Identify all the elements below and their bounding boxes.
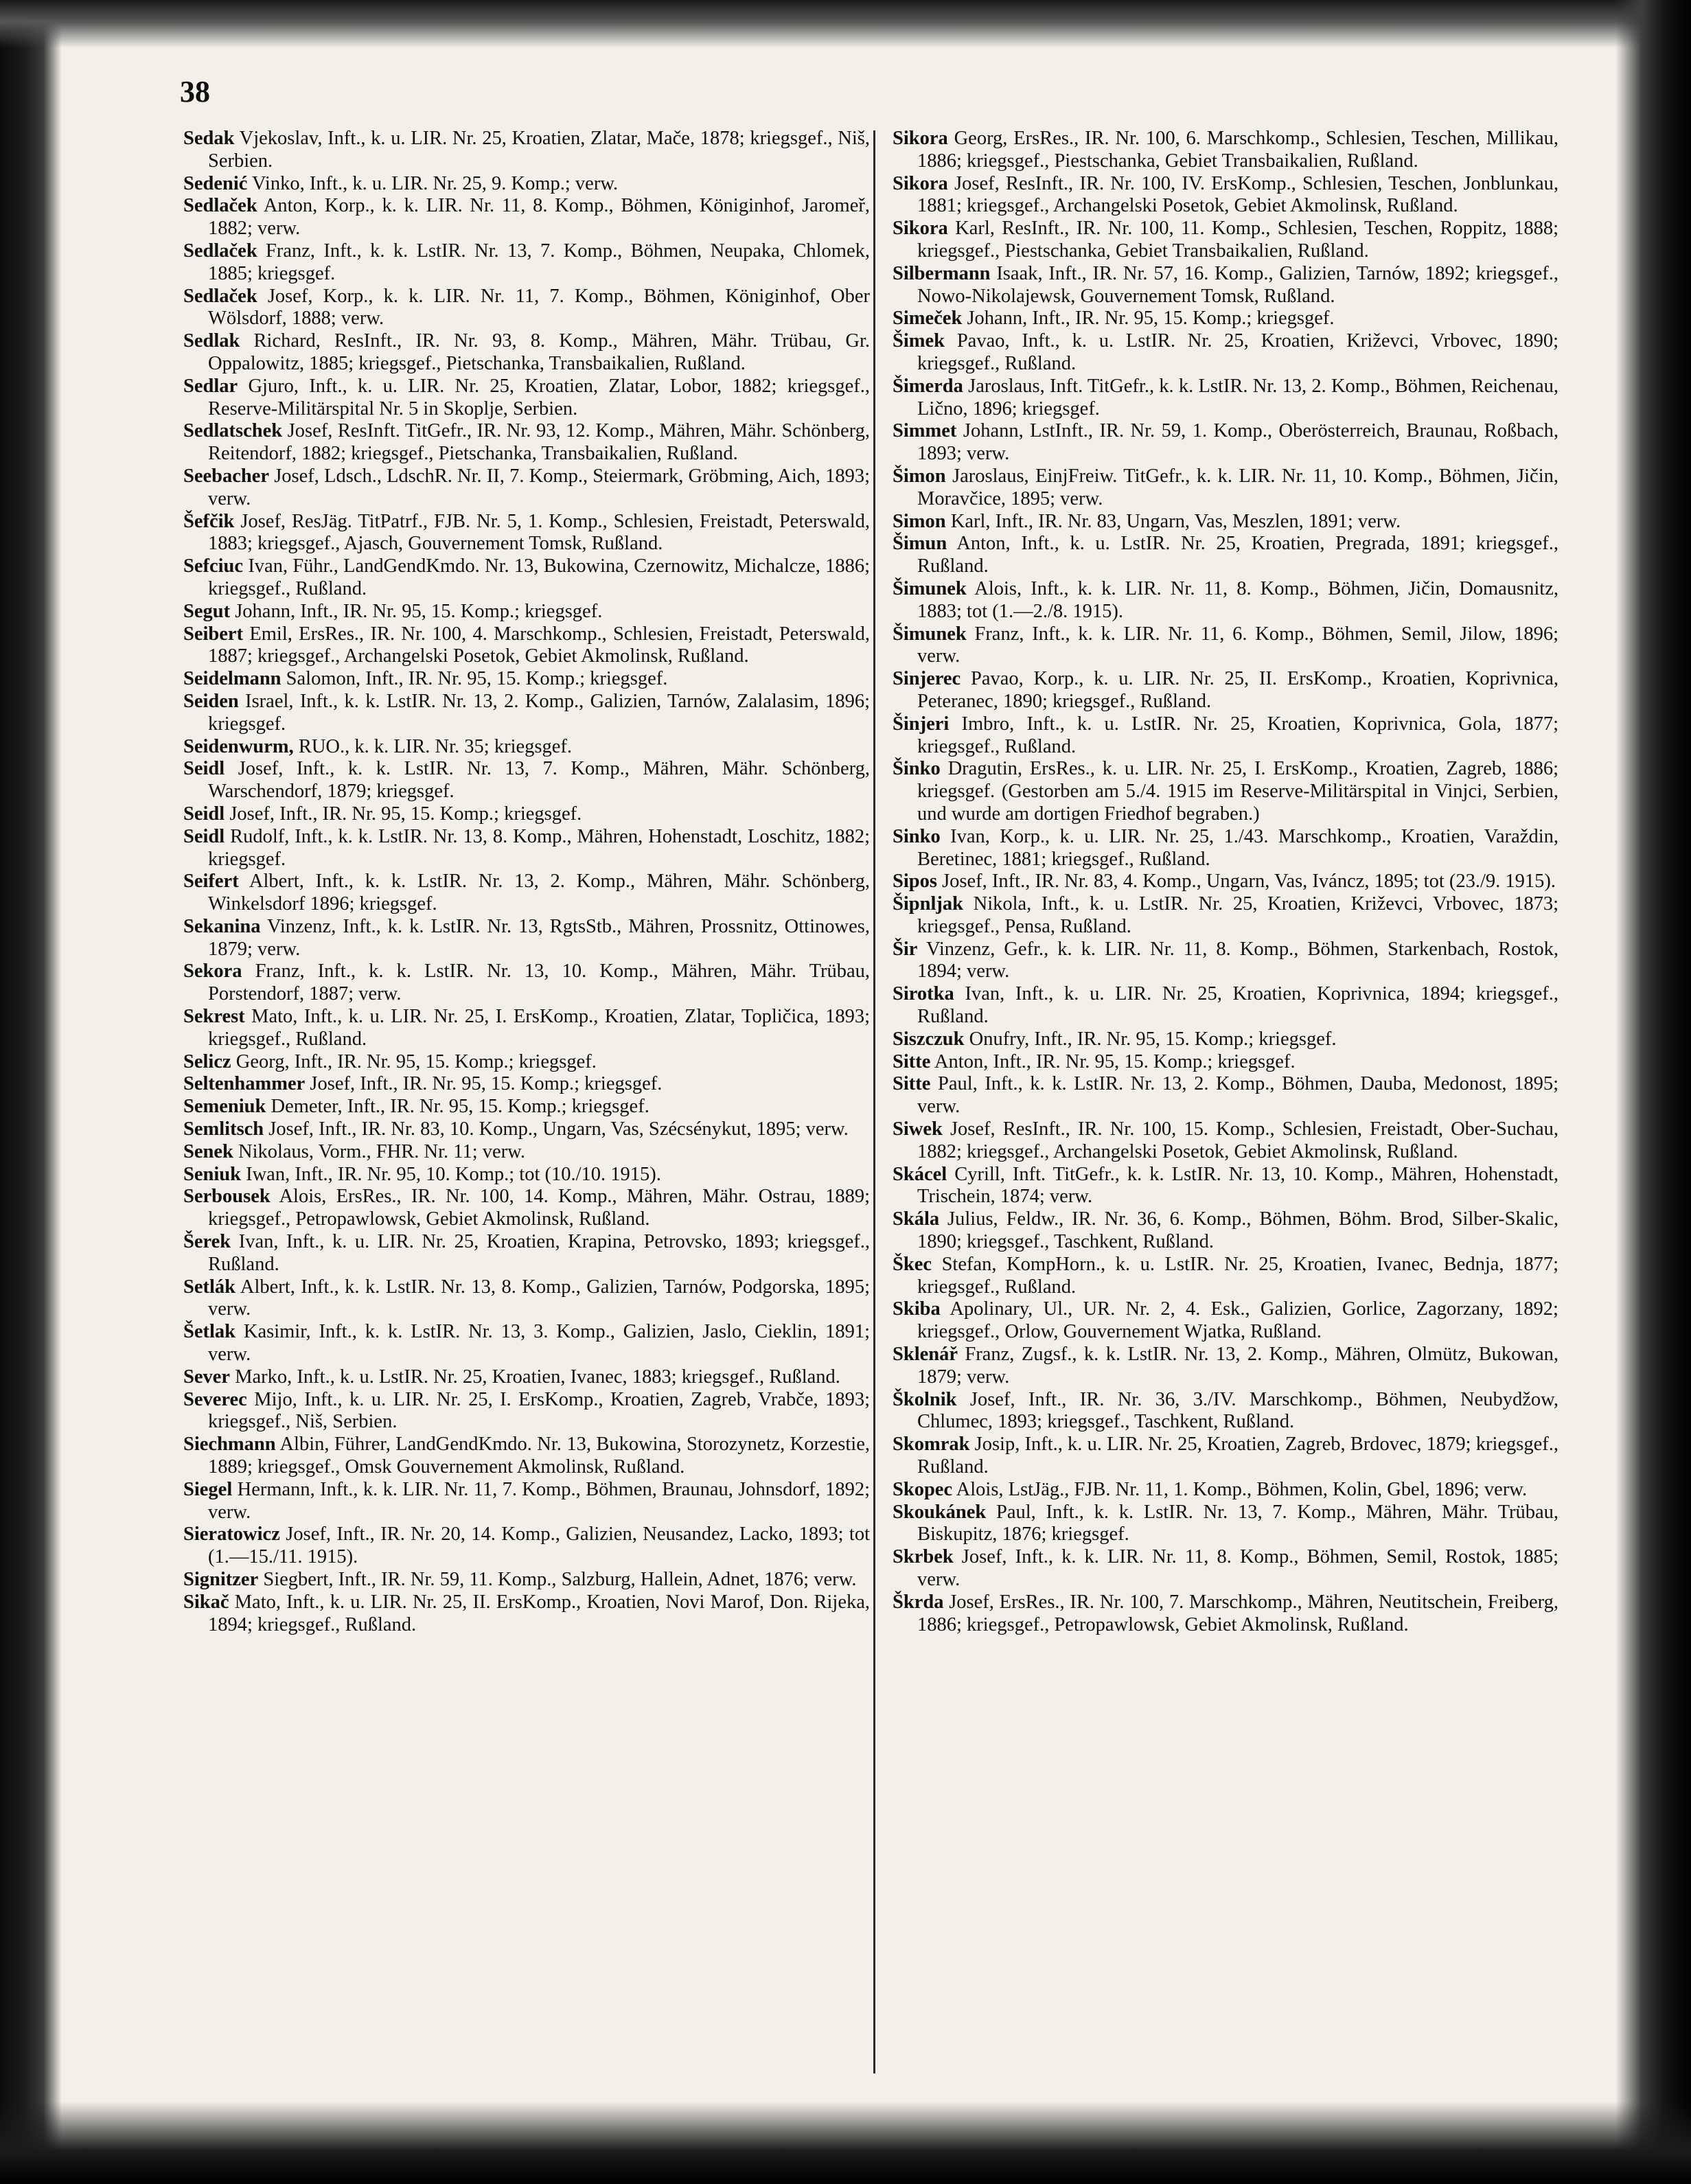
entry-surname: Sedlaček [183, 285, 257, 307]
entry-surname: Šipnljak [893, 893, 963, 915]
entry-details: Jaroslaus, EinjFreiw. TitGefr., k. k. LIR. Nr. 11, 10. Komp., Böhmen, Jičin, Moravčice, 1895; verw. [917, 465, 1559, 509]
page-number: 38 [180, 75, 210, 108]
list-entry [893, 218, 1558, 263]
entry-surname: Seidl [183, 758, 225, 780]
entry-details: Jaroslaus, Inft. TitGefr., k. k. LstIR. Nr. 13, 2. Komp., Böhmen, Reichenau, Lično, 1896; kriegsgef. [917, 375, 1558, 419]
entry-surname: Šimunek [893, 623, 967, 645]
entry-details: Nikolaus, Vorm., FHR. Nr. 11; verw. [238, 1140, 525, 1162]
entry-surname: Šimon [893, 465, 946, 487]
entry-details: Vinko, Inft., k. u. LIR. Nr. 25, 9. Komp.; verw. [252, 172, 619, 194]
entry-details: Alois, Inft., k. k. LIR. Nr. 11, 8. Komp., Böhmen, Jičin, Domausnitz, 1883; tot (1.—2./8. 1915). [917, 577, 1558, 622]
column-divider [873, 130, 875, 2073]
entry-details: Richard, ResInft., IR. Nr. 93, 8. Komp., Mähren, Mähr. Trübau, Gr. Oppalowitz, 1885; kriegsgef., Pietschanka, Transbaikalien, Rußland. [208, 330, 870, 374]
entry-details: Ivan, Inft., k. u. LIR. Nr. 25, Kroatien, Koprivnica, 1894; kriegsgef., Rußland. [917, 983, 1559, 1028]
entry-details: Salomon, Inft., IR. Nr. 95, 15. Komp.; kriegsgef. [286, 668, 668, 690]
entry-surname: Segut [183, 600, 231, 622]
entry-surname: Sedlak [183, 330, 240, 352]
entry-details: Josef, ResInft., IR. Nr. 100, 15. Komp., Schlesien, Freistadt, Ober-Suchau, 1882; kriegsgef., Archangelski Posetok, Gebiet Akmolinsk, Rußland. [917, 1118, 1558, 1162]
list-entry [183, 195, 870, 240]
list-entry [183, 1141, 870, 1164]
entry-details: Cyrill, Inft. TitGefr., k. k. LstIR. Nr. 13, 10. Komp., Mähren, Hohenstadt, Trischein, 1874; verw. [917, 1163, 1559, 1208]
entry-details: Josef, ErsRes., IR. Nr. 100, 7. Marschkomp., Mähren, Neutitschein, Freiberg, 1886; kriegsgef., Petropawlowsk, Gebiet Akmolinsk, Rußland. [917, 1591, 1558, 1635]
list-entry [893, 1546, 1558, 1591]
entry-details: Ivan, Führ., LandGendKmdo. Nr. 13, Bukowina, Czernowitz, Michalcze, 1886; kriegsgef., Rußland. [208, 555, 870, 599]
entry-details: Anton, Inft., IR. Nr. 95, 15. Komp.; kriegsgef. [934, 1050, 1296, 1072]
entry-surname: Sekanina [183, 915, 261, 937]
list-entry [183, 1591, 870, 1637]
entry-surname: Sitte [893, 1050, 931, 1072]
entry-details: Johann, Inft., IR. Nr. 95, 15. Komp.; kriegsgef. [967, 308, 1335, 330]
list-entry [893, 1254, 1558, 1299]
entry-details: Albert, Inft., k. k. LstIR. Nr. 13, 8. Komp., Galizien, Tarnów, Podgorska, 1895; verw. [208, 1276, 871, 1320]
entry-surname: Sikač [183, 1591, 229, 1613]
entry-details: Imbro, Inft., k. u. LstIR. Nr. 25, Kroatien, Koprivnica, Gola, 1877; kriegsgef., Rußland. [917, 713, 1559, 757]
entry-surname: Šimek [893, 330, 945, 352]
list-entry [183, 1096, 870, 1118]
entry-surname: Školnik [893, 1388, 957, 1410]
entry-details: Franz, Inft., k. k. LIR. Nr. 11, 6. Komp., Böhmen, Semil, Jilow, 1896; verw. [917, 623, 1558, 667]
list-entry [183, 668, 870, 691]
entry-details: Emil, ErsRes., IR. Nr. 100, 4. Marschkomp., Schlesien, Freistadt, Peterswald, 1887; kriegsgef., Archangelski Posetok, Gebiet Akmolinsk, Rußland. [208, 623, 871, 667]
entry-details: Ivan, Inft., k. u. LIR. Nr. 25, Kroatien, Krapina, Petrovsko, 1893; kriegsgef., Rußland. [208, 1231, 871, 1275]
entry-details: Marko, Inft., k. u. LstIR. Nr. 25, Kroatien, Ivanec, 1883; kriegsgef., Rußland. [235, 1366, 840, 1388]
entry-details: Georg, ErsRes., IR. Nr. 100, 6. Marschkomp., Schlesien, Teschen, Millikau, 1886; kriegsgef., Piestschanka, Gebiet Transbaikalien, Rußland. [917, 128, 1558, 172]
entry-surname: Senek [183, 1140, 233, 1162]
entry-surname: Skomrak [893, 1434, 970, 1456]
list-entry [893, 1479, 1558, 1502]
entry-details: Karl, ResInft., IR. Nr. 100, 11. Komp., Schlesien, Teschen, Roppitz, 1888; kriegsgef., Piestschanka, Gebiet Transbaikalien, Rußland. [917, 218, 1558, 262]
left-column [183, 128, 870, 1636]
list-entry [893, 758, 1558, 825]
list-entry [893, 263, 1558, 308]
scan-border-right [1615, 0, 1691, 2184]
entry-details: Anton, Inft., k. u. LstIR. Nr. 25, Kroatien, Pregrada, 1891; kriegsgef., Rußland. [917, 533, 1558, 577]
entry-details: Johann, Inft., IR. Nr. 95, 15. Komp.; kriegsgef. [235, 600, 603, 622]
list-entry [183, 916, 870, 961]
entry-surname: Siechmann [183, 1434, 276, 1456]
entry-details: Hermann, Inft., k. k. LIR. Nr. 11, 7. Komp., Böhmen, Braunau, Johnsdorf, 1892; verw. [208, 1478, 871, 1523]
entry-surname: Seidenwurm, [183, 735, 294, 757]
entry-details: Dragutin, ErsRes., k. u. LIR. Nr. 25, I. ErsKomp., Kroatien, Zagreb, 1886; kriegsgef. (Gestorben am 5./4. 1915 im Reserve-Militärspital in Vinjci, Serbien, und wurde am dortigen Friedhof begraben.) [917, 758, 1558, 825]
list-entry [893, 1164, 1558, 1209]
entry-surname: Šimerda [893, 375, 963, 397]
entry-surname: Škec [893, 1253, 932, 1275]
list-entry [183, 376, 870, 421]
list-entry [893, 983, 1558, 1028]
entry-surname: Sedlaček [183, 240, 257, 262]
entry-details: Iwan, Inft., IR. Nr. 95, 10. Komp.; tot (10./10. 1915). [246, 1163, 661, 1185]
entry-surname: Simon [893, 510, 946, 532]
list-entry [893, 511, 1558, 533]
list-entry [893, 1073, 1558, 1118]
list-entry [183, 511, 870, 556]
list-entry [183, 555, 870, 601]
entry-details: Demeter, Inft., IR. Nr. 95, 15. Komp.; kriegsgef. [271, 1096, 649, 1118]
list-entry [893, 128, 1558, 173]
list-entry [183, 1479, 870, 1524]
list-entry [893, 1389, 1558, 1434]
entry-surname: Sipos [893, 871, 937, 893]
entry-surname: Sedak [183, 128, 235, 149]
list-entry [893, 1051, 1558, 1074]
entry-surname: Skála [893, 1208, 940, 1230]
entry-surname: Skiba [893, 1298, 941, 1320]
entry-surname: Sikora [893, 172, 948, 194]
entry-surname: Seibert [183, 623, 244, 645]
list-entry [183, 826, 870, 871]
list-entry [183, 1006, 870, 1051]
list-entry [183, 1569, 870, 1591]
entry-details: Mato, Inft., k. u. LIR. Nr. 25, II. ErsKomp., Kroatien, Novi Marof, Don. Rijeka, 1894; kriegsgef., Rußland. [208, 1591, 870, 1635]
entry-surname: Simeček [893, 308, 963, 330]
entry-surname: Sekora [183, 961, 242, 982]
entry-details: Apolinary, Ul., UR. Nr. 2, 4. Esk., Galizien, Gorlice, Zagorzany, 1892; kriegsgef., Orlow, Gouvernement Wjatka, Rußland. [917, 1298, 1558, 1343]
entry-surname: Signitzer [183, 1569, 259, 1590]
entry-details: Paul, Inft., k. k. LstIR. Nr. 13, 7. Komp., Mähren, Mähr. Trübau, Biskupitz, 1876; kriegsgef. [917, 1501, 1559, 1545]
entry-surname: Sedenić [183, 172, 248, 194]
entry-surname: Semlitsch [183, 1118, 264, 1140]
list-entry [893, 1434, 1558, 1479]
entry-surname: Sikora [893, 128, 948, 149]
entry-details: Vjekoslav, Inft., k. u. LIR. Nr. 25, Kroatien, Zlatar, Mače, 1878; kriegsgef., Niš, Serbien. [208, 128, 870, 172]
entry-details: Isaak, Inft., IR. Nr. 57, 16. Komp., Galizien, Tarnów, 1892; kriegsgef., Nowo-Nikolajewsk, Gouvernement Tomsk, Rußland. [917, 262, 1558, 307]
entry-surname: Šinko [893, 758, 941, 780]
entry-surname: Sinjerec [893, 668, 961, 690]
entry-surname: Severec [183, 1388, 247, 1410]
list-entry [893, 376, 1558, 421]
entry-details: Josef, Inft., IR. Nr. 36, 3./IV. Marschkomp., Böhmen, Neubydžow, Chlumec, 1893; kriegsgef., Taschkent, Rußland. [917, 1388, 1558, 1433]
list-entry [183, 758, 870, 803]
scan-border-top [0, 0, 1691, 48]
entry-details: Josef, Inft., k. k. LIR. Nr. 11, 8. Komp., Böhmen, Semil, Rostok, 1885; verw. [917, 1546, 1558, 1590]
list-entry [893, 308, 1558, 330]
entry-surname: Sedlatschek [183, 420, 283, 442]
list-entry [893, 623, 1558, 669]
entry-surname: Sieratowicz [183, 1524, 280, 1545]
entry-details: Siegbert, Inft., IR. Nr. 59, 11. Komp., Salzburg, Hallein, Adnet, 1876; verw. [263, 1569, 857, 1590]
entry-details: Anton, Korp., k. k. LIR. Nr. 11, 8. Komp., Böhmen, Königinhof, Jaromeř, 1882; verw. [208, 195, 870, 240]
list-entry [183, 286, 870, 331]
list-entry [183, 1051, 870, 1074]
entry-details: Nikola, Inft., k. u. LstIR. Nr. 25, Kroatien, Križevci, Vrbovec, 1873; kriegsgef., Pensa, Rußland. [917, 893, 1558, 937]
entry-surname: Seidelmann [183, 668, 281, 690]
list-entry [893, 578, 1558, 623]
list-entry [183, 1073, 870, 1096]
entry-surname: Setlák [183, 1276, 236, 1298]
list-entry [183, 961, 870, 1006]
entry-details: Albin, Führer, LandGendKmdo. Nr. 13, Bukowina, Storozynetz, Korzestie, 1889; kriegsgef., Omsk Gouvernement Akmolinsk, Rußland. [208, 1434, 870, 1478]
list-entry [893, 893, 1558, 939]
entry-details: Pavao, Korp., k. u. LIR. Nr. 25, II. ErsKomp., Kroatien, Koprivnica, Peteranec, 1890; kriegsgef., Rußland. [917, 668, 1558, 712]
entry-details: Onufry, Inft., IR. Nr. 95, 15. Komp.; kriegsgef. [969, 1028, 1337, 1050]
scan-border-left [0, 0, 62, 2184]
entry-details: Josef, Korp., k. k. LIR. Nr. 11, 7. Komp., Böhmen, Königinhof, Ober Wölsdorf, 1888; verw. [208, 285, 870, 330]
entry-surname: Simmet [893, 420, 957, 442]
list-entry [893, 1028, 1558, 1051]
entry-surname: Skácel [893, 1163, 947, 1185]
entry-surname: Škrda [893, 1591, 944, 1613]
entry-details: Josef, Inft., IR. Nr. 20, 14. Komp., Galizien, Neusandez, Lacko, 1893; tot (1.—15./11. 1915). [208, 1524, 871, 1568]
entry-details: Josef, ResJäg. TitPatrf., FJB. Nr. 5, 1. Komp., Schlesien, Freistadt, Peterswald, 1883; kriegsgef., Ajasch, Gouvernement Tomsk, Rußland. [208, 510, 870, 555]
list-entry [183, 1276, 870, 1322]
entry-surname: Sinko [893, 825, 941, 847]
entry-surname: Šefčik [183, 510, 235, 532]
entry-surname: Seniuk [183, 1163, 241, 1185]
entry-details: Franz, Inft., k. k. LstIR. Nr. 13, 7. Komp., Böhmen, Neupaka, Chlomek, 1885; kriegsgef. [208, 240, 871, 284]
list-entry [183, 240, 870, 286]
list-entry [183, 601, 870, 623]
entry-surname: Siwek [893, 1118, 943, 1140]
list-entry [183, 691, 870, 736]
entry-details: Franz, Zugsf., k. k. LstIR. Nr. 13, 2. Komp., Mähren, Olmütz, Bukowan, 1879; verw. [917, 1344, 1558, 1388]
list-entry [183, 465, 870, 511]
entry-surname: Semeniuk [183, 1096, 266, 1118]
entry-surname: Sefciuc [183, 555, 244, 577]
entry-details: Josef, Inft., IR. Nr. 83, 4. Komp., Ungarn, Vas, Iváncz, 1895; tot (23./9. 1915). [942, 871, 1556, 893]
entry-details: Karl, Inft., IR. Nr. 83, Ungarn, Vas, Meszlen, 1891; verw. [950, 510, 1401, 532]
entry-details: Pavao, Inft., k. u. LstIR. Nr. 25, Kroatien, Križevci, Vrbovec, 1890; kriegsgef., Rußland. [917, 330, 1558, 374]
entry-surname: Šir [893, 938, 918, 960]
entry-details: Alois, LstJäg., FJB. Nr. 11, 1. Komp., Böhmen, Kolin, Gbel, 1896; verw. [956, 1478, 1528, 1500]
entry-surname: Seidl [183, 803, 225, 825]
entry-details: Mijo, Inft., k. u. LIR. Nr. 25, I. ErsKomp., Kroatien, Zagreb, Vrabče, 1893; kriegsgef., Niš, Serbien. [208, 1388, 871, 1433]
entry-surname: Sklenář [893, 1344, 958, 1366]
list-entry [893, 668, 1558, 713]
list-entry [893, 1298, 1558, 1344]
entry-details: Josef, Inft., IR. Nr. 95, 15. Komp.; kriegsgef. [310, 1073, 663, 1095]
entry-surname: Seidl [183, 825, 225, 847]
list-entry [893, 826, 1558, 871]
entry-details: Paul, Inft., k. k. LstIR. Nr. 13, 2. Komp., Böhmen, Dauba, Medonost, 1895; verw. [917, 1073, 1558, 1118]
list-entry [183, 173, 870, 196]
entry-surname: Skrbek [893, 1546, 954, 1568]
list-entry [893, 1502, 1558, 1547]
entry-details: Johann, LstInft., IR. Nr. 59, 1. Komp., Oberösterreich, Braunau, Roßbach, 1893; verw. [917, 420, 1559, 465]
entry-surname: Seifert [183, 871, 239, 893]
list-entry [893, 173, 1558, 218]
list-entry [893, 465, 1558, 511]
entry-details: Ivan, Korp., k. u. LIR. Nr. 25, 1./43. Marschkomp., Kroatien, Varaždin, Beretinec, 1881; kriegsgef., Rußland. [917, 825, 1559, 870]
list-entry [183, 1524, 870, 1569]
entry-details: Alois, ErsRes., IR. Nr. 100, 14. Komp., Mähren, Mähr. Ostrau, 1889; kriegsgef., Petropawlowsk, Gebiet Akmolinsk, Rußland. [208, 1186, 870, 1230]
entry-details: Josef, Inft., IR. Nr. 83, 10. Komp., Ungarn, Vas, Szécsénykut, 1895; verw. [268, 1118, 849, 1140]
entry-details: Israel, Inft., k. k. LstIR. Nr. 13, 2. Komp., Galizien, Tarnów, Zalalasim, 1896; kriegsgef. [208, 690, 870, 735]
entry-details: RUO., k. k. LIR. Nr. 35; kriegsgef. [298, 735, 573, 757]
list-entry [893, 939, 1558, 984]
entry-details: Franz, Inft., k. k. LstIR. Nr. 13, 10. Komp., Mähren, Mähr. Trübau, Porstendorf, 1887; verw. [208, 961, 871, 1005]
list-entry [183, 871, 870, 916]
entry-details: Vinzenz, Inft., k. k. LstIR. Nr. 13, RgtsStb., Mähren, Prossnitz, Ottinowes, 1879; verw. [208, 915, 870, 960]
entry-surname: Šetlak [183, 1321, 236, 1343]
list-entry [183, 1231, 870, 1276]
entry-details: Josef, Inft., k. k. LstIR. Nr. 13, 7. Komp., Mähren, Mähr. Schönberg, Warschendorf, 1879; kriegsgef. [208, 758, 871, 803]
list-entry [183, 1434, 870, 1479]
entry-surname: Seiden [183, 690, 239, 712]
entry-surname: Siszczuk [893, 1028, 965, 1050]
entry-details: Rudolf, Inft., k. k. LstIR. Nr. 13, 8. Komp., Mähren, Hohenstadt, Loschitz, 1882; kriegsgef. [208, 825, 870, 870]
list-entry [183, 1321, 870, 1366]
entry-surname: Sikora [893, 218, 948, 240]
entry-surname: Seebacher [183, 465, 270, 487]
entry-details: Stefan, KompHorn., k. u. LstIR. Nr. 25, Kroatien, Ivanec, Bednja, 1877; kriegsgef., Rußland. [917, 1253, 1559, 1298]
list-entry [183, 1366, 870, 1389]
list-entry [893, 420, 1558, 465]
entry-surname: Šimun [893, 533, 947, 555]
entry-surname: Seltenhammer [183, 1073, 306, 1095]
list-entry [893, 1344, 1558, 1389]
list-entry [893, 1208, 1558, 1254]
entry-surname: Sekrest [183, 1006, 245, 1028]
entry-surname: Silbermann [893, 262, 991, 284]
list-entry [893, 713, 1558, 759]
entry-details: Gjuro, Inft., k. u. LIR. Nr. 25, Kroatien, Zlatar, Lobor, 1882; kriegsgef., Reserve-Militärspital Nr. 5 in Skoplje, Serbien. [208, 375, 871, 419]
entry-details: Vinzenz, Gefr., k. k. LIR. Nr. 11, 8. Komp., Böhmen, Starkenbach, Rostok, 1894; verw. [917, 938, 1558, 982]
list-entry [183, 330, 870, 376]
entry-surname: Serbousek [183, 1186, 271, 1208]
list-entry [183, 128, 870, 173]
entry-surname: Selicz [183, 1050, 231, 1072]
entry-details: Mato, Inft., k. u. LIR. Nr. 25, I. ErsKomp., Kroatien, Zlatar, Topličica, 1893; kriegsgef., Rußland. [208, 1006, 871, 1050]
list-entry [183, 623, 870, 669]
entry-details: Josef, ResInft., IR. Nr. 100, IV. ErsKomp., Schlesien, Teschen, Jonblunkau, 1881; kriegsgef., Archangelski Posetok, Gebiet Akmolinsk, Rußland. [917, 172, 1558, 217]
entry-details: Josef, ResInft. TitGefr., IR. Nr. 93, 12. Komp., Mähren, Mähr. Schönberg, Reitendorf, 1882; kriegsgef., Pietschanka, Transbaikalien, Rußland. [208, 420, 870, 465]
entry-details: Kasimir, Inft., k. k. LstIR. Nr. 13, 3. Komp., Galizien, Jaslo, Cieklin, 1891; verw. [208, 1321, 870, 1366]
list-entry [183, 1118, 870, 1141]
entry-details: Josip, Inft., k. u. LIR. Nr. 25, Kroatien, Zagreb, Brdovec, 1879; kriegsgef., Rußland. [917, 1434, 1558, 1478]
list-entry [183, 420, 870, 465]
list-entry [183, 1389, 870, 1434]
list-entry [893, 330, 1558, 376]
list-entry [893, 1591, 1558, 1637]
entry-surname: Sirotka [893, 983, 954, 1005]
entry-details: Josef, Inft., IR. Nr. 95, 15. Komp.; kriegsgef. [229, 803, 582, 825]
entry-surname: Šerek [183, 1231, 231, 1253]
list-entry [893, 533, 1558, 578]
entry-surname: Sitte [893, 1073, 931, 1095]
entry-details: Georg, Inft., IR. Nr. 95, 15. Komp.; kriegsgef. [235, 1050, 597, 1072]
entry-surname: Šinjeri [893, 713, 950, 735]
list-entry [183, 1164, 870, 1186]
list-entry [183, 803, 870, 826]
entry-surname: Siegel [183, 1478, 233, 1500]
entry-details: Albert, Inft., k. k. LstIR. Nr. 13, 2. Komp., Mähren, Mähr. Schönberg, Winkelsdorf 1896; kriegsgef. [208, 871, 870, 915]
entry-surname: Sedlar [183, 375, 238, 397]
list-entry [893, 871, 1558, 893]
entry-surname: Skopec [893, 1478, 953, 1500]
entry-surname: Skoukánek [893, 1501, 987, 1523]
entry-surname: Šimunek [893, 577, 967, 599]
entry-details: Josef, Ldsch., LdschR. Nr. II, 7. Komp., Steiermark, Gröbming, Aich, 1893; verw. [208, 465, 870, 509]
scan-border-bottom [0, 2102, 1691, 2184]
list-entry [183, 1186, 870, 1231]
entry-surname: Sever [183, 1366, 231, 1388]
list-entry [893, 1118, 1558, 1164]
entry-surname: Sedlaček [183, 195, 257, 217]
right-column [893, 128, 1558, 1636]
entry-details: Julius, Feldw., IR. Nr. 36, 6. Komp., Böhmen, Böhm. Brod, Silber-Skalic, 1890; kriegsgef., Taschkent, Rußland. [917, 1208, 1559, 1253]
list-entry [183, 736, 870, 759]
